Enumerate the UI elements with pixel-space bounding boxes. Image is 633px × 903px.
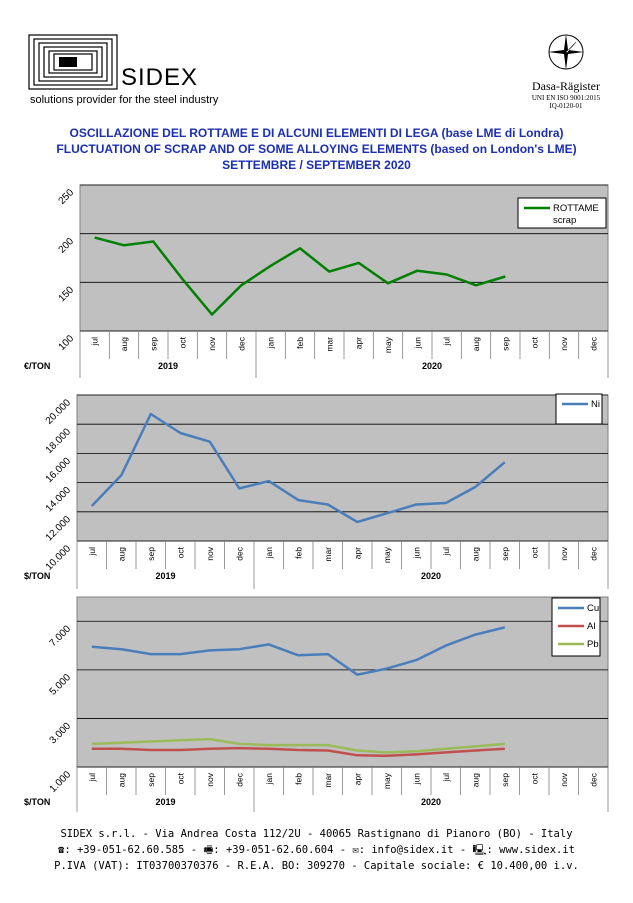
x-tick-label: jan — [265, 337, 276, 349]
x-tick-label: nov — [204, 547, 215, 561]
x-tick-label: jul — [89, 337, 100, 346]
company-tagline: solutions provider for the steel industry — [30, 94, 219, 106]
x-tick-label: oct — [529, 773, 540, 785]
x-tick-label: apr — [352, 547, 363, 560]
sidex-logo-icon — [28, 34, 118, 90]
x-tick-label: oct — [175, 547, 186, 559]
y-axis-label: €/TON — [24, 361, 51, 371]
year-label: 2020 — [420, 797, 442, 807]
y-tick-label: 20.000 — [43, 397, 74, 427]
year-label: 2019 — [157, 361, 179, 371]
year-label: 2019 — [155, 797, 176, 807]
x-tick-label: sep — [148, 337, 159, 351]
cert-name: Dasa-Rägister — [532, 79, 600, 93]
x-tick-label: nov — [207, 337, 217, 351]
year-label: 2020 — [421, 361, 443, 371]
x-tick-label: jul — [86, 773, 97, 782]
x-tick-label: jun — [411, 773, 422, 785]
x-tick-label: sep — [500, 337, 511, 351]
x-tick-label: may — [383, 337, 393, 354]
x-tick-label: aug — [470, 547, 481, 562]
x-tick-label: aug — [116, 773, 127, 788]
x-tick-label: aug — [470, 773, 481, 788]
x-tick-label: apr — [353, 337, 364, 350]
x-tick-label: oct — [177, 337, 188, 349]
x-tick-label: jun — [411, 547, 422, 559]
x-tick-label: dec — [588, 547, 599, 561]
legend-label: Pb — [587, 639, 599, 650]
y-tick-label: 1.000 — [47, 769, 74, 795]
y-tick-label: 14.000 — [43, 484, 74, 515]
x-tick-label: nov — [204, 773, 215, 787]
x-tick-label: oct — [529, 547, 540, 559]
chart-cu-al-pb — [0, 592, 633, 812]
y-tick-label: 100 — [56, 333, 77, 353]
y-tick-label: 5.000 — [47, 672, 74, 698]
x-tick-label: dec — [234, 547, 245, 561]
x-tick-label: feb — [293, 773, 304, 785]
x-tick-label: nov — [558, 547, 569, 561]
title-line-1: OSCILLAZIONE DEL ROTTAME E DI ALCUNI ELEMENTI DI LEGA (base LME di Londra) — [69, 126, 564, 140]
x-tick-label: jul — [86, 547, 97, 556]
x-tick-label: dec — [234, 773, 245, 787]
y-tick-label: 16.000 — [43, 455, 74, 486]
cert-standard: UNI EN ISO 9001:2015 — [531, 94, 601, 102]
y-tick-label: 12.000 — [43, 514, 74, 544]
compass-star-icon — [546, 32, 586, 72]
y-tick-label: 3.000 — [47, 720, 74, 747]
x-tick-label: feb — [295, 337, 305, 349]
x-tick-label: apr — [352, 773, 363, 786]
chart-scrap — [0, 180, 633, 378]
title-line-3: SETTEMBRE / SEPTEMBER 2020 — [222, 158, 411, 172]
x-tick-label: mar — [322, 547, 333, 562]
y-tick-label: 10.000 — [43, 543, 74, 573]
x-tick-label: may — [381, 773, 392, 790]
footer — [0, 826, 633, 874]
title-line-2: FLUCTUATION OF SCRAP AND OF SOME ALLOYING ELEMENTS (based on London's LME) — [56, 142, 577, 156]
x-tick-label: oct — [529, 337, 540, 349]
y-tick-label: 7.000 — [47, 623, 74, 650]
y-tick-label: 250 — [56, 187, 77, 207]
y-tick-label: 200 — [56, 236, 77, 256]
y-axis-label: $/TON — [24, 797, 51, 807]
cert-number: IQ-0120-01 — [549, 102, 583, 110]
x-tick-label: dec — [588, 337, 599, 351]
report-titles — [0, 125, 633, 173]
x-tick-label: sep — [145, 773, 156, 787]
legend-label: Ni — [591, 399, 600, 410]
x-tick-label: jun — [412, 337, 423, 349]
x-tick-label: jul — [441, 337, 452, 346]
footer-legal: P.IVA (VAT): IT03700370376 - R.E.A. BO: 309270 - Capitale sociale: € 10.400,00 i.v. — [54, 860, 579, 872]
legend-label: ROTTAME — [553, 203, 599, 214]
x-tick-label: jan — [263, 773, 274, 785]
legend-label: Cu — [587, 603, 600, 614]
x-tick-label: aug — [116, 547, 127, 562]
legend-label: Al — [587, 621, 596, 632]
x-tick-label: nov — [558, 773, 569, 787]
x-tick-label: dec — [588, 773, 599, 787]
x-tick-label: aug — [471, 337, 481, 352]
x-tick-label: mar — [322, 773, 333, 788]
x-tick-label: jan — [263, 547, 274, 559]
x-tick-label: sep — [499, 547, 510, 561]
x-tick-label: jul — [440, 773, 451, 782]
certification-mark — [524, 32, 608, 110]
y-axis-label: $/TON — [24, 571, 51, 581]
year-label: 2020 — [420, 571, 442, 581]
y-tick-label: 150 — [56, 284, 77, 305]
x-tick-label: oct — [175, 773, 186, 785]
legend-label: scrap — [553, 215, 577, 226]
x-tick-label: sep — [145, 547, 156, 561]
x-tick-label: may — [381, 547, 392, 564]
x-tick-label: feb — [293, 547, 304, 559]
x-tick-label: nov — [559, 337, 569, 351]
company-name: SIDEX — [121, 64, 199, 91]
x-tick-label: sep — [499, 773, 510, 787]
year-label: 2019 — [155, 571, 176, 581]
y-tick-label: 18.000 — [43, 426, 74, 456]
chart-nickel — [0, 390, 633, 590]
x-tick-label: mar — [324, 337, 335, 352]
x-tick-label: aug — [119, 337, 129, 352]
x-tick-label: jul — [440, 547, 451, 556]
footer-contacts: ☎: +39-051-62.60.585 - 🖷: +39-051-62.60.604 - ✉: info@sidex.it - 🖳: www.sidex.it — [58, 844, 575, 856]
x-tick-label: dec — [236, 337, 247, 351]
company-logo — [28, 34, 219, 108]
footer-address: SIDEX s.r.l. - Via Andrea Costa 112/2U - 40065 Rastignano di Pianoro (BO) - Italy — [60, 828, 573, 840]
